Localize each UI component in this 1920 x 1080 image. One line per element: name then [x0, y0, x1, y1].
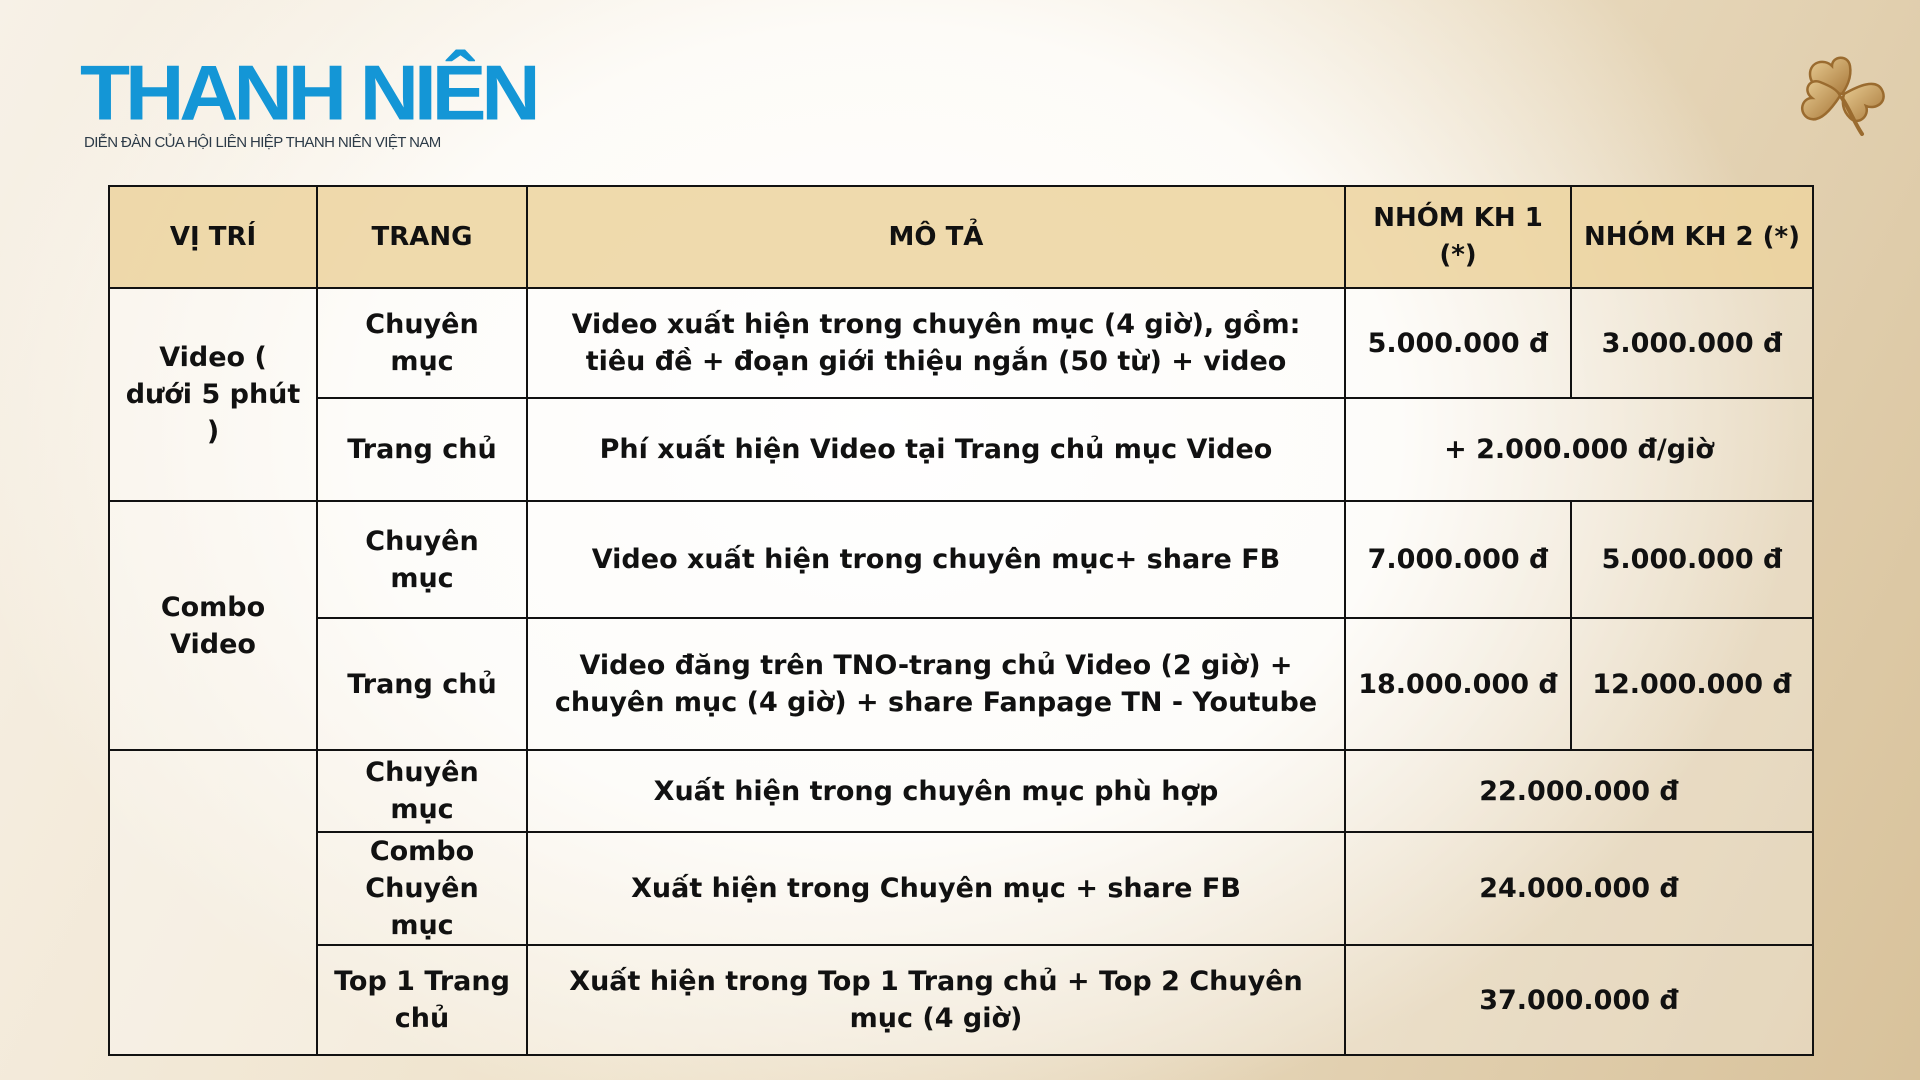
clover-icon [1796, 52, 1888, 136]
description-cell: Xuất hiện trong Top 1 Trang chủ + Top 2 Chuyên mục (4 giờ) [527, 945, 1345, 1055]
page-cell: Trang chủ [317, 398, 527, 501]
logo-subtitle: DIỄN ĐÀN CỦA HỘI LIÊN HIỆP THANH NIÊN VIỆT NAM [84, 134, 441, 151]
page-cell: Chuyên mục [317, 501, 527, 618]
shared-price: 24.000.000 đ [1345, 832, 1813, 945]
header-page: TRANG [317, 186, 527, 288]
group-1-price: 7.000.000 đ [1345, 501, 1571, 618]
header-position: VỊ TRÍ [109, 186, 317, 288]
page-cell: Combo Chuyên mục [317, 832, 527, 945]
group-1-price: 5.000.000 đ [1345, 288, 1571, 398]
header-row [109, 186, 1813, 288]
page-cell: Chuyên mục [317, 750, 527, 832]
description-cell: Video đăng trên TNO-trang chủ Video (2 giờ) + chuyên mục (4 giờ) + share Fanpage TN - Youtube [527, 618, 1345, 750]
table-row [109, 618, 1813, 750]
thanh-nien-logo [80, 50, 536, 152]
description-cell: Phí xuất hiện Video tại Trang chủ mục Video [527, 398, 1345, 501]
shared-price: + 2.000.000 đ/giờ [1345, 398, 1813, 501]
description-cell: Xuất hiện trong Chuyên mục + share FB [527, 832, 1345, 945]
pricing-table [108, 185, 1814, 1056]
shared-price: 37.000.000 đ [1345, 945, 1813, 1055]
table-row [109, 750, 1813, 832]
shared-price: 22.000.000 đ [1345, 750, 1813, 832]
position-cell [109, 750, 317, 1055]
group-2-price: 5.000.000 đ [1571, 501, 1813, 618]
group-2-price: 12.000.000 đ [1571, 618, 1813, 750]
table-row [109, 945, 1813, 1055]
position-cell: Video ( dưới 5 phút ) [109, 288, 317, 501]
header-group-2: NHÓM KH 2 (*) [1571, 186, 1813, 288]
group-1-price: 18.000.000 đ [1345, 618, 1571, 750]
table-row [109, 832, 1813, 945]
group-2-price: 3.000.000 đ [1571, 288, 1813, 398]
table-row [109, 501, 1813, 618]
page-cell: Top 1 Trang chủ [317, 945, 527, 1055]
description-cell: Xuất hiện trong chuyên mục phù hợp [527, 750, 1345, 832]
position-cell: Combo Video [109, 501, 317, 750]
header-group-1: NHÓM KH 1 (*) [1345, 186, 1571, 288]
page-cell: Chuyên mục [317, 288, 527, 398]
header-description: MÔ TẢ [527, 186, 1345, 288]
table-row [109, 398, 1813, 501]
table-row [109, 288, 1813, 398]
logo-title: THANH NIÊN [80, 50, 536, 137]
description-cell: Video xuất hiện trong chuyên mục (4 giờ), gồm: tiêu đề + đoạn giới thiệu ngắn (50 từ) + video [527, 288, 1345, 398]
page-cell: Trang chủ [317, 618, 527, 750]
description-cell: Video xuất hiện trong chuyên mục+ share FB [527, 501, 1345, 618]
